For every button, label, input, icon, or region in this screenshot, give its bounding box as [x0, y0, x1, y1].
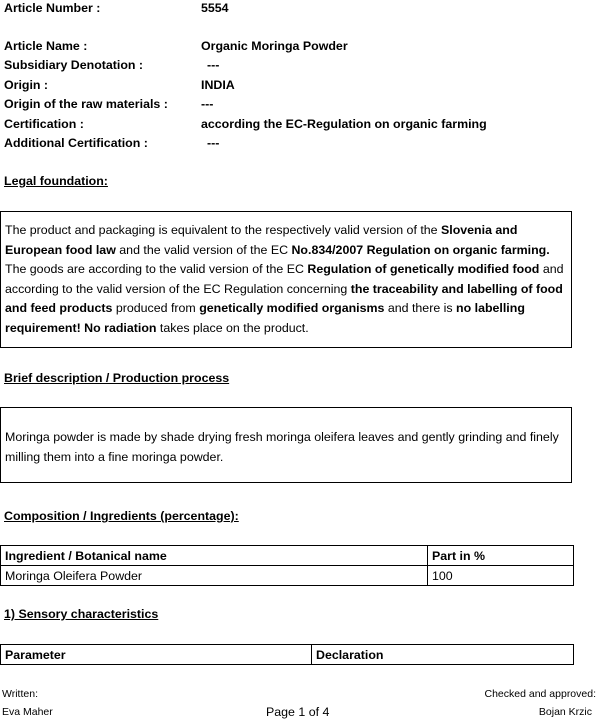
field-value: according the EC-Regulation on organic farming	[201, 117, 487, 131]
legal-text-bold: no labelling requirement! No radiation	[5, 301, 525, 335]
brief-description-text: Moringa powder is made by shade drying fresh moringa oleifera leaves and gently grinding and finely milling them into a fine moringa powder.	[5, 430, 559, 464]
sensory-title: 1) Sensory characteristics	[4, 607, 159, 621]
legal-text-bold: Regulation of genetically modified food	[307, 262, 540, 276]
field-label: Origin of the raw materials :	[4, 97, 168, 111]
legal-text-bold: Slovenia and European food law	[5, 223, 518, 257]
table-header-cell: Declaration	[312, 645, 574, 665]
field-value: INDIA	[201, 78, 235, 92]
field-label: Certification :	[4, 117, 84, 131]
field-value: ---	[207, 58, 220, 72]
field-label: Subsidiary Denotation :	[4, 58, 144, 72]
table-cell: Moringa Oleifera Powder	[1, 566, 428, 586]
checked-label: Checked and approved:	[484, 688, 596, 700]
table-header-cell: Parameter	[1, 645, 312, 665]
legal-text: and according to the valid version of the EC Regulation concerning	[5, 262, 564, 296]
legal-text-bold: the traceability and labelling of food and feed products	[5, 281, 563, 315]
article-number-value: 5554	[201, 1, 229, 15]
table-header-cell: Part in %	[428, 546, 574, 566]
legal-text-bold: No.834/2007 Regulation on organic farming.	[291, 242, 550, 257]
brief-description-box	[0, 407, 572, 483]
composition-title: Composition / Ingredients (percentage):	[4, 509, 239, 523]
table-header-row	[1, 645, 574, 665]
legal-text: and there is	[384, 301, 457, 315]
field-label: Origin :	[4, 78, 49, 92]
field-value: ---	[201, 97, 214, 111]
article-number-label: Article Number :	[4, 1, 101, 15]
field-value: ---	[207, 136, 220, 150]
written-label: Written:	[2, 688, 38, 700]
legal-foundation-title: Legal foundation:	[4, 174, 108, 188]
brief-description-title: Brief description / Production process	[4, 371, 230, 385]
table-cell: 100	[428, 566, 574, 586]
legal-text-bold: genetically modified organisms	[199, 301, 385, 315]
table-row	[1, 566, 574, 586]
table-header-row	[1, 546, 574, 566]
checked-name: Bojan Krzic	[538, 706, 592, 718]
legal-text: takes place on the product.	[156, 320, 309, 335]
legal-text: The product and packaging is equivalent to the respectively valid version of the	[5, 223, 441, 237]
legal-foundation-box	[0, 211, 572, 348]
table-header-cell: Ingredient / Botanical name	[1, 546, 428, 566]
legal-text: and the valid version of the EC	[115, 242, 292, 257]
field-value: Organic Moringa Powder	[201, 39, 348, 53]
field-label: Additional Certification :	[4, 136, 148, 150]
sensory-table	[0, 644, 574, 665]
page-number: Page 1 of 4	[266, 705, 330, 719]
field-label: Article Name :	[4, 39, 88, 53]
composition-table	[0, 545, 574, 586]
written-name: Eva Maher	[2, 706, 53, 718]
legal-text: The goods are according to the valid version of the EC	[5, 262, 308, 276]
legal-text: produced from	[112, 301, 200, 315]
